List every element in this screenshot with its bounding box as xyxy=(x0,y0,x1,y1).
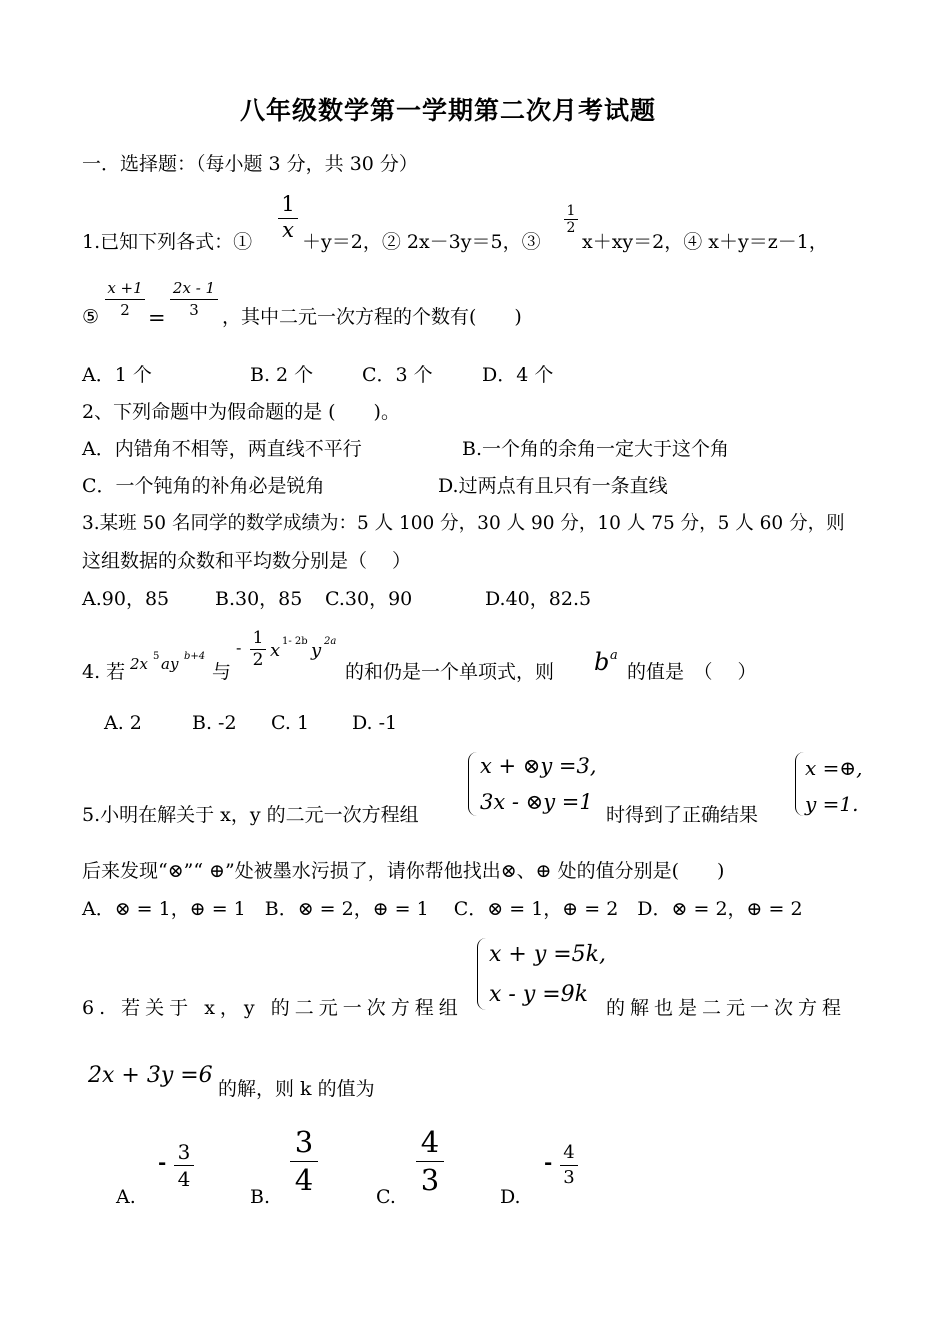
fraction-bar xyxy=(560,1165,578,1166)
q6-d-num: 4 xyxy=(563,1142,575,1163)
q6-option-a-minus: - xyxy=(158,1150,167,1174)
q6-option-d-minus: - xyxy=(544,1150,553,1174)
q1-mid: ＋y＝2，② 2x－3y＝5，③ xyxy=(302,231,541,253)
q1-fraction-one-half xyxy=(564,204,578,235)
q6-eq-suffix: 的解，则 k 的值为 xyxy=(218,1078,375,1100)
q5-sys2-line-1: x =⊕, xyxy=(805,756,863,780)
q5-sys1-line-1: x + ⊗y =3, xyxy=(480,754,597,778)
q5-sys2-line-2: y =1. xyxy=(805,792,859,816)
q1-frac5a-den: 2 xyxy=(120,301,130,319)
q6-option-b-label: B. xyxy=(250,1186,271,1208)
q1-line2-end: ，其中二元一次方程的个数有( ) xyxy=(222,306,522,328)
q2-option-a: A．内错角不相等，两直线不平行 xyxy=(82,438,362,460)
q6-equation-system xyxy=(477,936,612,1016)
q1-frac1-den: x xyxy=(282,218,294,242)
q6-a-num: 3 xyxy=(177,1140,191,1164)
q4-minus: - xyxy=(236,638,242,657)
q1-option-c: C．3 个 xyxy=(362,364,433,386)
q6-option-d-label: D. xyxy=(500,1186,521,1208)
q6-equation: 2x + 3y =6 xyxy=(88,1063,213,1088)
q2-option-d: D.过两点有且只有一条直线 xyxy=(438,475,668,497)
page-title: 八年级数学第一学期第二次月考试题 xyxy=(240,96,657,125)
q4-prefix: 4. 若 xyxy=(82,661,126,683)
q1-line1-end: x＋xy＝2，④ x＋y＝z－1， xyxy=(582,231,828,253)
q4-expr1-sup1: 5 xyxy=(153,651,160,662)
q1-frac3-num: 1 xyxy=(566,203,576,219)
q1-frac3-den: 2 xyxy=(566,220,576,236)
q1-fraction-5a xyxy=(105,281,145,318)
fraction-bar xyxy=(290,1161,318,1162)
q4-end: 的值是 （ ） xyxy=(627,661,757,683)
q4-option-a: A. 2 xyxy=(104,712,142,734)
q6-option-c-label: C. xyxy=(376,1186,396,1208)
q4-mid: 的和仍是一个单项式，则 xyxy=(345,661,555,683)
q5-line-2: 后来发现“⊗”“ ⊕”处被墨水污损了，请你帮他找出⊗、⊕ 处的值分别是( ) xyxy=(82,860,725,882)
q6-b-den: 4 xyxy=(294,1163,314,1197)
q6-sys-line-2: x - y =9k xyxy=(489,982,589,1007)
q3-option-a: A.90，85 xyxy=(82,588,170,610)
section-heading: 一．选择题：（每小题 3 分，共 30 分） xyxy=(82,153,418,175)
q3-option-b: B.30，85 xyxy=(215,588,303,610)
left-brace-icon xyxy=(795,752,804,816)
q5-equation-system-1 xyxy=(468,750,603,820)
fraction-bar xyxy=(170,299,218,300)
q4-b-power-a-exp: a xyxy=(610,648,618,663)
q2-option-c: C．一个钝角的补角必是锐角 xyxy=(82,475,325,497)
fraction-bar xyxy=(105,299,145,300)
q1-fraction-1-over-x xyxy=(278,194,298,241)
q4-expr1-sup2: b+4 xyxy=(184,651,206,662)
q4-frac-num: 1 xyxy=(252,628,264,648)
q6-b-num: 3 xyxy=(294,1125,314,1159)
q2-stem: 2、下列命题中为假命题的是 ( )。 xyxy=(82,401,400,423)
fraction-bar xyxy=(174,1165,194,1166)
q4-with: 与 xyxy=(212,661,232,683)
q4-frac-den: 2 xyxy=(252,650,264,670)
left-brace-icon xyxy=(468,752,477,816)
q1-option-b: B. 2 个 xyxy=(250,364,314,386)
fraction-bar xyxy=(416,1161,444,1162)
q4-option-b: B. -2 xyxy=(192,712,237,734)
left-brace-icon xyxy=(477,938,486,1010)
q5-mid: 时得到了正确结果 xyxy=(606,804,759,826)
q4-option-d: D. -1 xyxy=(352,712,398,734)
q5-options: A．⊗ = 1，⊕ = 1 B．⊗ = 2，⊕ = 1 C．⊗ = 1，⊕ = 2 D．⊗ = 2，⊕ = 2 xyxy=(82,898,803,920)
q1-equals: = xyxy=(148,306,166,330)
q1-option-a: A．1 个 xyxy=(82,364,152,386)
q1-prefix: 1.已知下列各式：① xyxy=(82,231,253,253)
q4-expr2-sup1: 1- 2b xyxy=(282,636,308,647)
q6-option-a-label: A. xyxy=(116,1186,136,1208)
q4-fraction-half xyxy=(250,630,266,669)
q3-option-c: C.30，90 xyxy=(325,588,413,610)
q6-option-a-fraction xyxy=(174,1142,194,1189)
q1-frac5b-num: 2x - 1 xyxy=(172,279,216,297)
q5-equation-system-2 xyxy=(795,750,875,820)
q1-circle-5: ⑤ xyxy=(82,306,100,328)
q6-option-c-fraction xyxy=(416,1125,444,1197)
q6-sys-line-1: x + y =5k, xyxy=(489,942,607,967)
q6-option-b-fraction xyxy=(290,1125,318,1197)
q6-prefix: 6. 若关于 x，y 的二元一次方程组 xyxy=(82,997,463,1019)
q4-expr2-y: y xyxy=(311,640,322,661)
q4-expr1-mid: ay xyxy=(161,655,179,673)
q6-option-d-fraction xyxy=(560,1144,578,1187)
q6-suffix: 的解也是二元一次方程 xyxy=(606,997,847,1019)
q5-sys1-line-2: 3x - ⊗y =1 xyxy=(480,790,593,814)
q4-expr2-x: x xyxy=(270,640,281,661)
q1-fraction-5b xyxy=(170,281,218,318)
q5-prefix: 5.小明在解关于 x，y 的二元一次方程组 xyxy=(82,804,419,826)
q4-b-power-a-base: b xyxy=(594,648,610,676)
q4-option-c: C. 1 xyxy=(271,712,310,734)
q1-frac1-num: 1 xyxy=(281,192,295,216)
q4-expr2-sup2: 2a xyxy=(324,636,337,647)
q1-frac5b-den: 3 xyxy=(189,301,199,319)
q3-line-1: 3.某班 50 名同学的数学成绩为：5 人 100 分，30 人 90 分，10 人 75 分，5 人 60 分，则 xyxy=(82,513,845,534)
q1-frac5a-num: x +1 xyxy=(107,279,143,297)
q6-a-den: 4 xyxy=(177,1167,191,1191)
q6-c-den: 3 xyxy=(420,1163,440,1197)
q6-c-num: 4 xyxy=(420,1125,440,1159)
q3-option-d: D.40，82.5 xyxy=(485,588,592,610)
q4-expr1-base: 2x xyxy=(130,655,149,673)
q3-line-2: 这组数据的众数和平均数分别是（ ） xyxy=(82,550,412,572)
q1-option-d: D．4 个 xyxy=(482,364,554,386)
q6-d-den: 3 xyxy=(563,1167,575,1188)
q2-option-b: B.一个角的余角一定大于这个角 xyxy=(462,438,730,460)
